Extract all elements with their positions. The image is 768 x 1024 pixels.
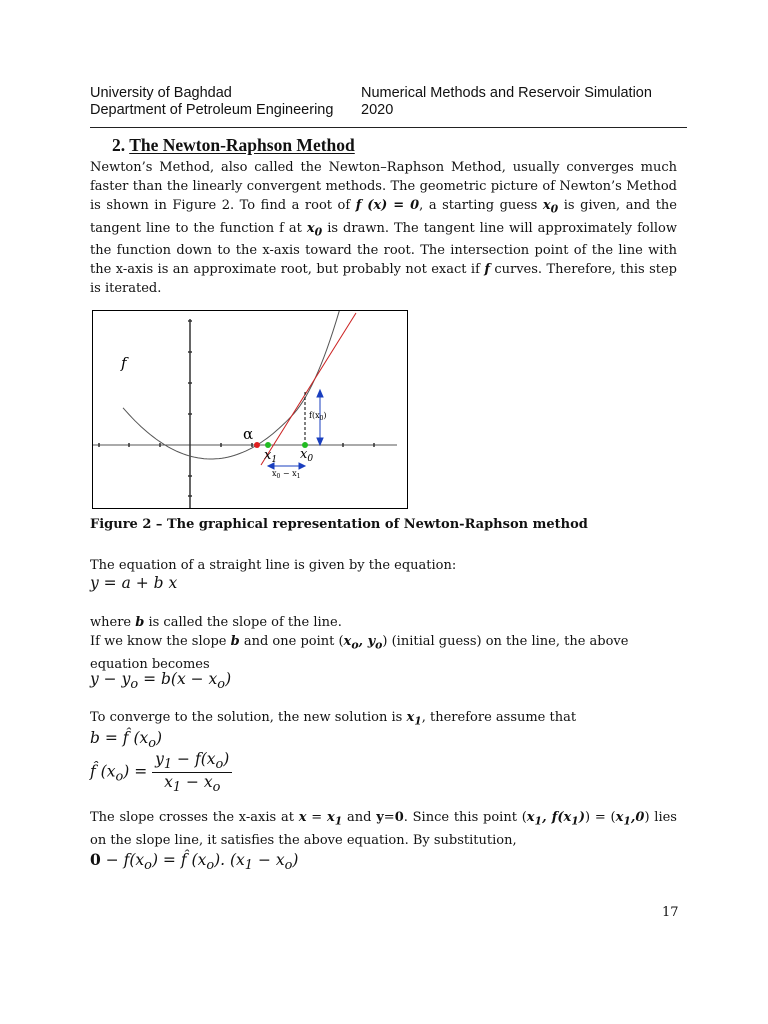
tangent-line <box>261 313 356 465</box>
header-divider <box>90 127 687 128</box>
label-x0: $x_0$ <box>300 447 314 464</box>
newton-raphson-figure <box>92 310 408 509</box>
para-text: curves. Therefore, this step is iterated. <box>90 262 677 297</box>
page-number: 17 <box>662 905 679 920</box>
if-paragraph: If we know the slope b and one point ($x_o$, $y_o$) (initial guess) on the line, the above equation becomes <box>90 634 629 672</box>
header-left <box>90 85 333 119</box>
equation-substitution: $0 - f(x_o)$ = f̂ $(x_o)$. $(x_1 - x_o)$ <box>90 850 299 874</box>
header-right <box>361 85 652 119</box>
header-university: University of Baghdad <box>90 85 232 101</box>
section-heading: The Newton-Raphson Method <box>129 135 355 155</box>
figure-caption: Figure 2 – The graphical representation of Newton-Raphson method <box>90 517 588 532</box>
label-f: f <box>121 354 127 372</box>
section-title <box>112 135 355 156</box>
para-text: , a starting guess <box>419 198 543 213</box>
equation-fprime: f̂ $(x_o)$ = $\frac{y_1 - f(x_o)}{x_1 - x_o}$ <box>90 750 232 795</box>
math-x0: $x_0$ <box>542 198 559 216</box>
root-point-alpha <box>254 442 260 448</box>
math-x0: $x_0$ <box>306 220 323 239</box>
math-root-eq: f (x) = 0 <box>355 198 420 213</box>
section-number: 2. <box>112 135 126 155</box>
math-f: f <box>484 262 490 278</box>
equation-line: y = a + b x <box>90 574 178 592</box>
equation-b: b = f̂ $(x_o)$ <box>90 729 163 752</box>
para-text: is given, and the tangent line to the function f at <box>90 198 677 236</box>
line-eq-intro: The equation of a straight line is given by the equation: <box>90 558 457 573</box>
label-x1: $x_1$ <box>264 448 278 465</box>
converge-paragraph: To converge to the solution, the new solution is $x_1$, therefore assume that <box>90 710 577 728</box>
fraction: $\frac{y_1 - f(x_o)}{x_1 - x_o}$ <box>152 750 232 795</box>
para-text: Newton’s Method, also called the Newton–Raphson Method, usually converges much faster than the linearly convergent methods. The geometric picture of Newton’s Method is shown in Figure 2. To find a root of <box>90 160 677 213</box>
header-year: 2020 <box>361 102 394 118</box>
equation-point-slope: $y - y_o = b(x - x_o)$ <box>90 670 232 693</box>
slope-paragraph: The slope crosses the x-axis at $x = x_1$ and y=0. Since this point ($x_1$, $f(x_1)) = (x_1,0)$ lies on the slope line, it satisfies the above equation. By substitution, <box>90 810 677 848</box>
label-fx0: $f(x_0)$ <box>309 411 327 422</box>
header-department: Department of Petroleum Engineering <box>90 102 334 118</box>
where-paragraph: where b is called the slope of the line. <box>90 615 342 630</box>
figure-plot <box>93 311 407 508</box>
intro-paragraph <box>90 158 677 298</box>
header-course: Numerical Methods and Reservoir Simulation <box>361 85 652 101</box>
label-x0-minus-x1: $x_0 - x_1$ <box>272 469 301 480</box>
para-text: is drawn. The tangent line will approximately follow the function down to the x-axis toward the root. The intersection point of the line with the x-axis is an approximate root, but probably not exact if <box>90 220 677 278</box>
label-alpha: α <box>243 425 254 443</box>
